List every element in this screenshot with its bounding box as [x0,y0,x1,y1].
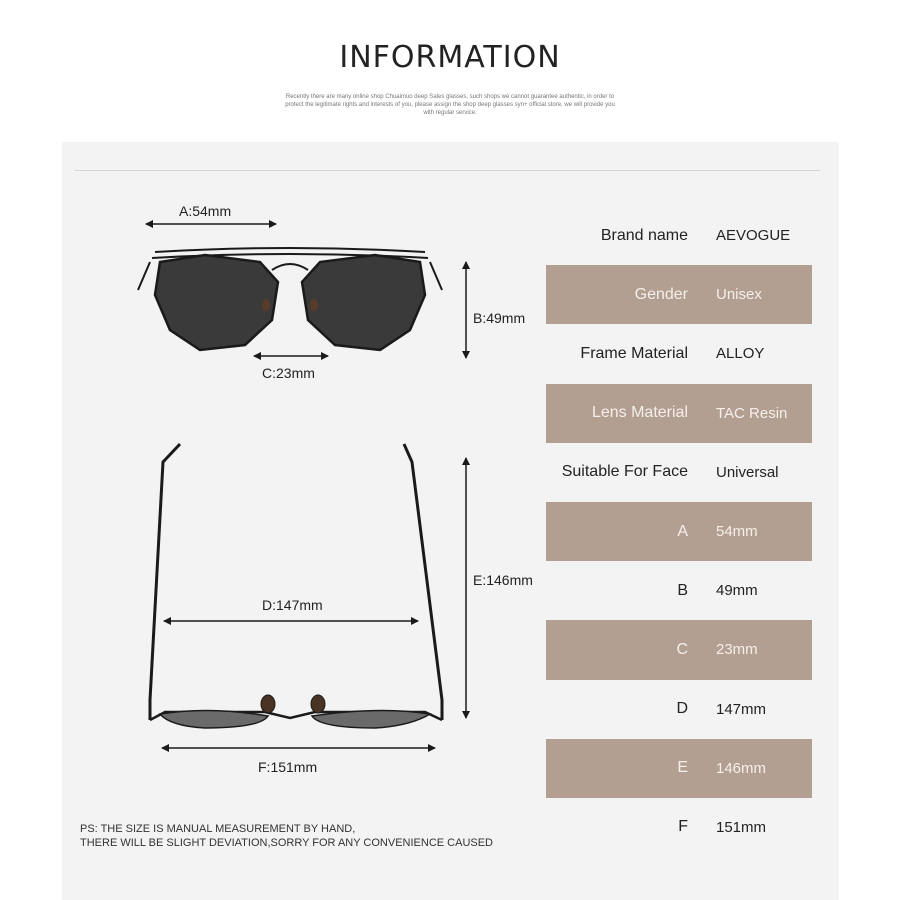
dimension-a-label: A:54mm [179,203,232,219]
spec-value: 49mm [716,582,758,600]
spec-label: Gender [634,285,688,303]
spec-value: 151mm [716,818,767,836]
glasses-diagram [62,142,542,822]
spec-value: AEVOGUE [716,227,791,245]
spec-value: Unisex [716,286,762,304]
spec-value: 54mm [716,523,758,541]
spec-label: Frame Material [580,344,688,362]
spec-label: A [677,522,688,540]
spec-value: 23mm [716,641,758,659]
spec-row-suitable-face [546,443,812,502]
spec-label: Suitable For Face [561,463,688,481]
spec-value: ALLOY [716,345,765,363]
dimension-b-label: B:49mm [473,310,526,326]
spec-row-gender [546,265,812,324]
spec-table [546,206,812,857]
dimension-e-label: E:146mm [473,572,533,588]
spec-row-lens-material [546,384,812,443]
measurement-note [80,822,493,850]
spec-label: D [676,700,688,718]
spec-row-f [546,798,812,857]
note-line-2: THERE WILL BE SLIGHT DEVIATION,SORRY FOR ANY CONVENIENCE CAUSED [80,837,493,849]
page-subtitle: Recently there are many online shop Chuaimuo deep Sales glasses, such shops we cannot guarantee authentic, in order to protect the legitimate rights and interests of you, please assign the shop deep glasses syn+ official store, we will provide you with regular service. [285,94,615,116]
spec-value: TAC Resin [716,404,788,422]
spec-row-e [546,739,812,798]
page-title: INFORMATION [339,40,561,75]
dimension-f-label: F:151mm [258,759,318,775]
dimension-c-label: C:23mm [262,365,315,381]
spec-value: 147mm [716,700,767,718]
spec-label: E [677,759,688,777]
spec-row-a [546,502,812,561]
spec-label: Brand name [600,226,688,244]
spec-label: B [677,581,688,599]
spec-row-brand [546,206,812,265]
spec-value: 146mm [716,759,767,777]
spec-row-frame-material [546,324,812,383]
front-view-glasses [138,248,442,350]
spec-row-c [546,620,812,679]
spec-label: Lens Material [591,404,688,422]
note-line-1: PS: THE SIZE IS MANUAL MEASUREMENT BY HAND, [80,823,356,835]
spec-value: Universal [716,463,779,481]
spec-row-b [546,561,812,620]
spec-label: F [678,818,688,836]
spec-row-d [546,680,812,739]
dimension-d-label: D:147mm [262,597,323,613]
spec-label: C [676,640,688,658]
top-view-glasses [150,444,442,728]
